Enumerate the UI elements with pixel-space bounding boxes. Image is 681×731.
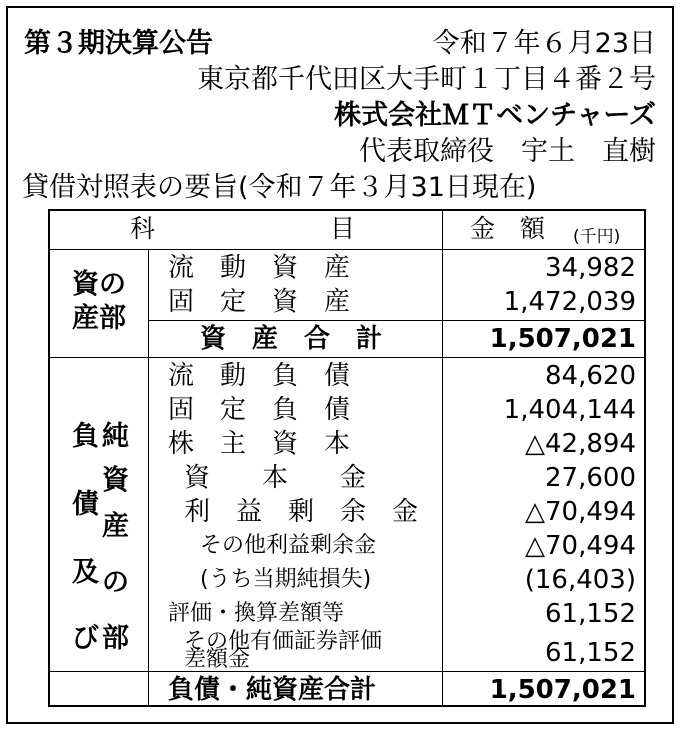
divider: [442, 211, 443, 705]
col-header-unit: (千円): [573, 227, 621, 247]
divider: [148, 320, 644, 321]
row-label: 資 本 金: [184, 463, 367, 493]
row-value: 27,600: [545, 463, 636, 493]
representative: 代表取締役 宇土 直樹: [359, 136, 656, 167]
company-name: 株式会社ＭＴベンチャーズ: [334, 100, 656, 131]
row-value-total: 1,507,021: [489, 675, 636, 705]
balance-sheet-table: [48, 209, 646, 707]
row-value: △42,894: [525, 429, 636, 459]
row-label: 株 主 資 本: [168, 429, 351, 459]
row-value: (16,403): [524, 565, 636, 595]
row-label: その他利益剰余金: [200, 533, 377, 558]
row-label: (うち当期純損失): [200, 567, 372, 592]
public-notice: [6, 6, 674, 724]
row-label: 固 定 負 債: [168, 395, 351, 425]
assets-section-label: 産部: [72, 303, 126, 334]
row-value: 34,982: [545, 253, 636, 283]
row-label: 評価・換算差額等: [168, 601, 345, 626]
row-value: 61,152: [545, 599, 636, 629]
col-header-amount: 金 額: [470, 214, 546, 243]
row-label: 固 定 資 産: [168, 287, 351, 317]
balance-sheet-title: 貸借対照表の要旨(令和７年３月31日現在): [22, 172, 537, 203]
col-header-account: 科: [130, 214, 156, 243]
row-label: 流 動 資 産: [168, 253, 351, 283]
row-label: 差額金: [184, 647, 251, 672]
row-value: △70,494: [525, 497, 636, 527]
row-label: その他有価証券評価: [184, 629, 383, 654]
divider: [50, 671, 644, 672]
row-value: △70,494: [525, 531, 636, 561]
row-label: 利 益 剰 余 金: [184, 497, 419, 527]
col-header-account: 目: [330, 214, 356, 243]
row-value-total: 1,507,021: [489, 324, 636, 354]
liab-section-label: び: [72, 623, 99, 654]
row-value: 1,404,144: [503, 395, 636, 425]
notice-title: 第３期決算公告: [24, 28, 213, 59]
divider: [148, 249, 149, 705]
divider: [50, 249, 644, 250]
liab-section-label: 負: [72, 421, 99, 452]
liab-section-label: 債: [72, 489, 99, 520]
company-address: 東京都千代田区大手町１丁目４番２号: [197, 64, 656, 95]
row-label-total: 負債・純資産合計: [168, 675, 377, 705]
net-section-label: の: [102, 567, 129, 598]
row-label: 流 動 負 債: [168, 361, 351, 391]
net-section-label: 純: [102, 421, 129, 452]
liab-section-label: 部: [102, 623, 129, 654]
row-value: 84,620: [545, 361, 636, 391]
row-value: 1,472,039: [503, 287, 636, 317]
row-label-total: 資 産 合 計: [200, 324, 383, 354]
net-section-label: 資: [102, 465, 129, 496]
divider: [50, 357, 644, 358]
row-value: 61,152: [545, 638, 636, 668]
net-section-label: 産: [102, 511, 129, 542]
liab-section-label: 及: [72, 557, 99, 588]
notice-date: 令和７年６月23日: [432, 28, 656, 59]
assets-section-label: 資の: [72, 269, 126, 300]
